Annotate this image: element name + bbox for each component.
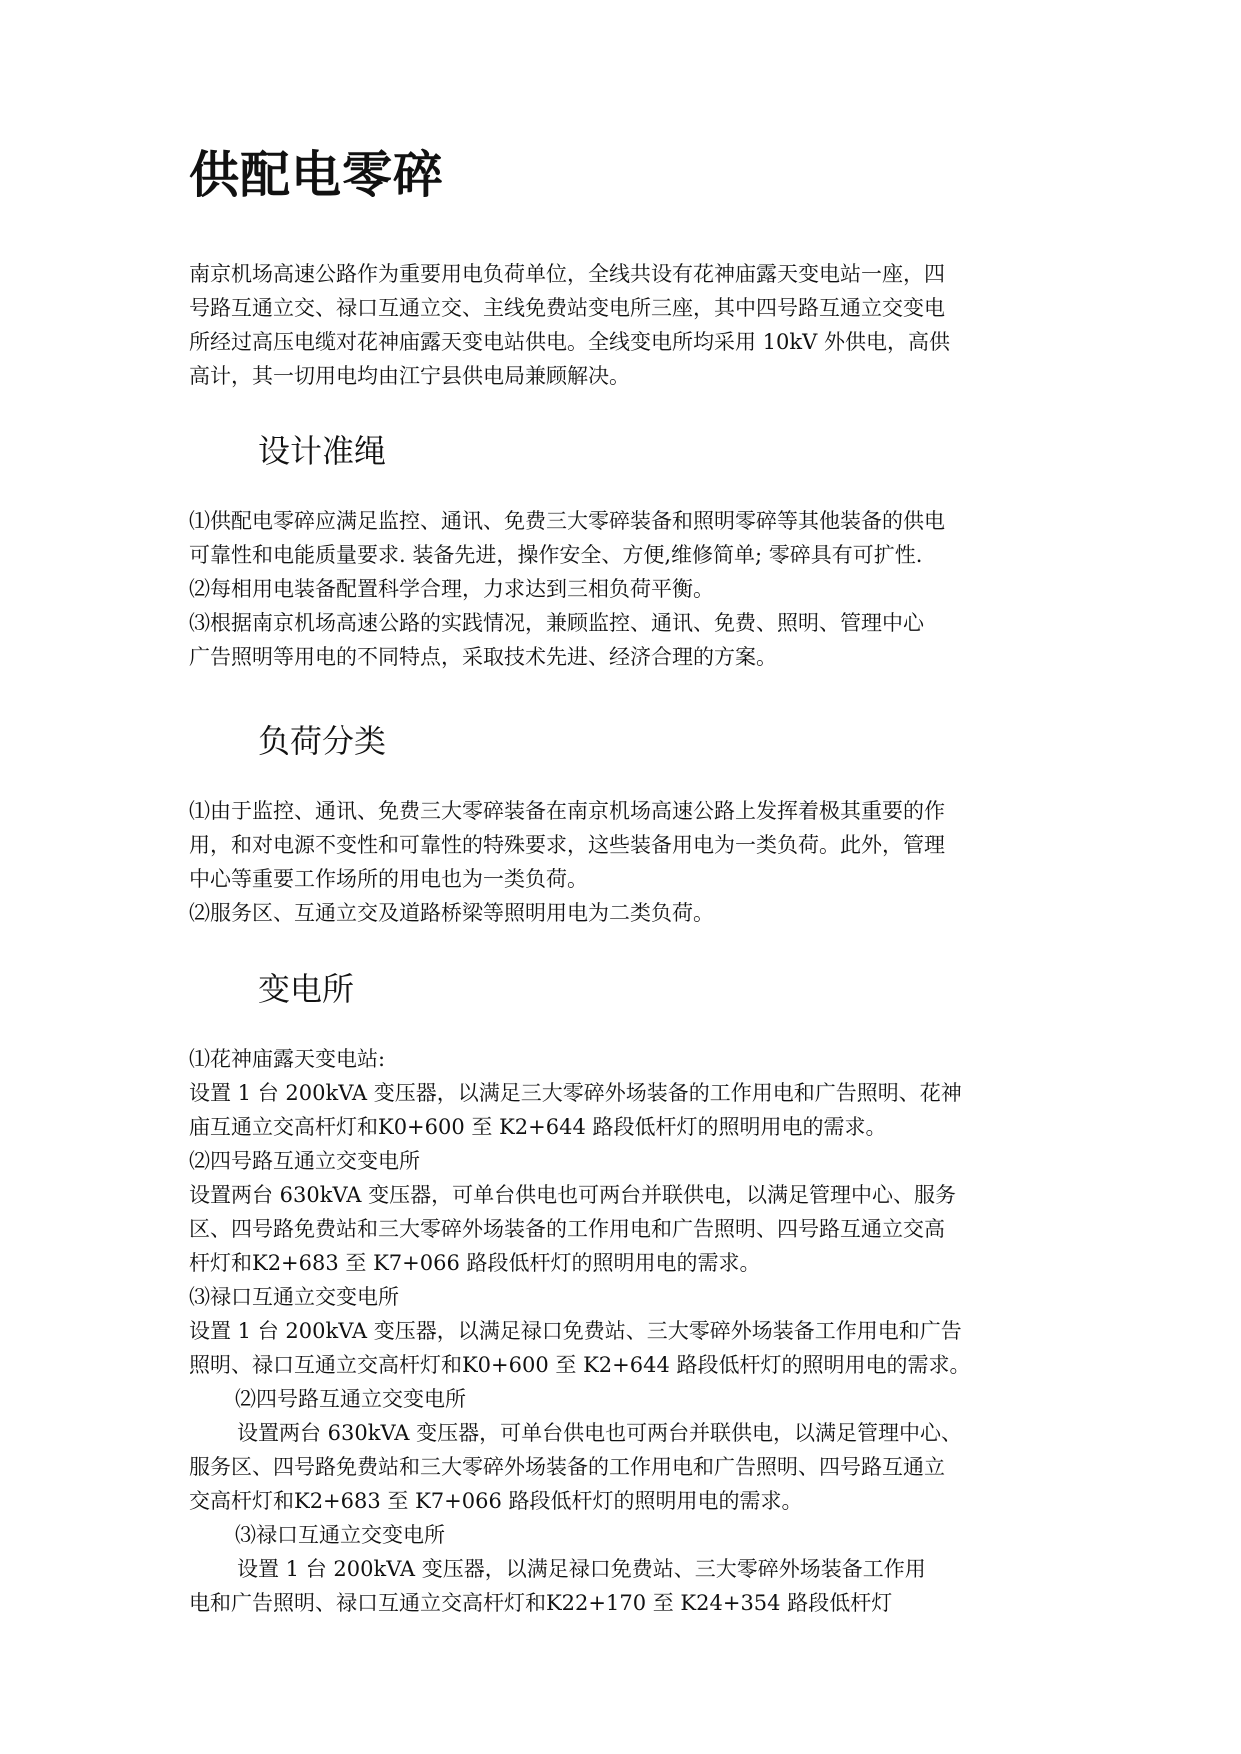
body-line: 广告照明等用电的不同特点，采取技术先进、经济合理的方案。 [189,645,777,669]
body-line: 交高杆灯和K2+683 至 K7+066 路段低杆灯的照明用电的需求。 [189,1489,803,1513]
section-heading-substations: 变电所 [258,970,355,1008]
body-line: 设置 1 台 200kVA 变压器，以满足三大零碎外场装备的工作用电和广告照明、花神 [189,1081,962,1105]
body-line: 杆灯和K2+683 至 K7+066 路段低杆灯的照明用电的需求。 [189,1251,761,1275]
body-line: 照明、禄口互通立交高杆灯和K0+600 至 K2+644 路段低杆灯的照明用电的需求。 [189,1353,971,1377]
intro-line: 所经过高压电缆对花神庙露天变电站供电。全线变电所均采用 10kV 外供电，高供 [189,330,950,354]
body-line: ⑵服务区、互通立交及道路桥梁等照明用电为二类负荷。 [189,901,714,925]
body-line: 设置两台 630kVA 变压器，可单台供电也可两台并联供电，以满足管理中心、服务 [189,1183,957,1207]
body-line: ⑴供配电零碎应满足监控、通讯、免费三大零碎装备和照明零碎等其他装备的供电 [189,509,945,533]
intro-line: 南京机场高速公路作为重要用电负荷单位，全线共设有花神庙露天变电站一座，四 [189,262,945,286]
intro-paragraph [189,257,1089,393]
body-line: ⑵四号路互通立交变电所 [189,1149,420,1173]
section-heading-design-principles: 设计准绳 [258,432,387,470]
body-line: ⑴花神庙露天变电站: [189,1047,386,1071]
document-title: 供配电零碎 [189,146,444,204]
body-line: 设置 1 台 200kVA 变压器，以满足禄口免费站、三大零碎外场装备工作用电和广告 [189,1319,962,1343]
body-line: 中心等重要工作场所的用电也为一类负荷。 [189,867,588,891]
body-line: 庙互通立交高杆灯和K0+600 至 K2+644 路段低杆灯的照明用电的需求。 [189,1115,887,1139]
body-line: 设置 1 台 200kVA 变压器，以满足禄口免费站、三大零碎外场装备工作用 [237,1557,926,1581]
section-body-substations [189,1042,1089,1620]
body-line: ⑵每相用电装备配置科学合理，力求达到三相负荷平衡。 [189,577,714,601]
body-line: ⑴由于监控、通讯、免费三大零碎装备在南京机场高速公路上发挥着极其重要的作 [189,799,945,823]
body-line: ⑶根据南京机场高速公路的实践情况，兼顾监控、通讯、免费、照明、管理中心 [189,611,924,635]
body-line: 区、四号路免费站和三大零碎外场装备的工作用电和广告照明、四号路互通立交高 [189,1217,945,1241]
body-line: ⑶禄口互通立交变电所 [235,1523,445,1547]
body-line: 电和广告照明、禄口互通立交高杆灯和K22+170 至 K24+354 路段低杆灯 [189,1591,893,1615]
body-line: 可靠性和电能质量要求. 装备先进，操作安全、方便,维修简单; 零碎具有可扩性. [189,543,923,567]
body-line: ⑶禄口互通立交变电所 [189,1285,399,1309]
body-line: 设置两台 630kVA 变压器，可单台供电也可两台并联供电，以满足管理中心、 [237,1421,963,1445]
body-line: 服务区、四号路免费站和三大零碎外场装备的工作用电和广告照明、四号路互通立 [189,1455,945,1479]
section-heading-load-classification: 负荷分类 [258,722,387,760]
body-line: ⑵四号路互通立交变电所 [235,1387,466,1411]
intro-line: 高计，其一切用电均由江宁县供电局兼顾解决。 [189,364,630,388]
section-body-design-principles [189,504,1089,674]
intro-line: 号路互通立交、禄口互通立交、主线免费站变电所三座，其中四号路互通立交变电 [189,296,945,320]
body-line: 用，和对电源不变性和可靠性的特殊要求，这些装备用电为一类负荷。此外，管理 [189,833,945,857]
section-body-load-classification [189,794,1089,930]
